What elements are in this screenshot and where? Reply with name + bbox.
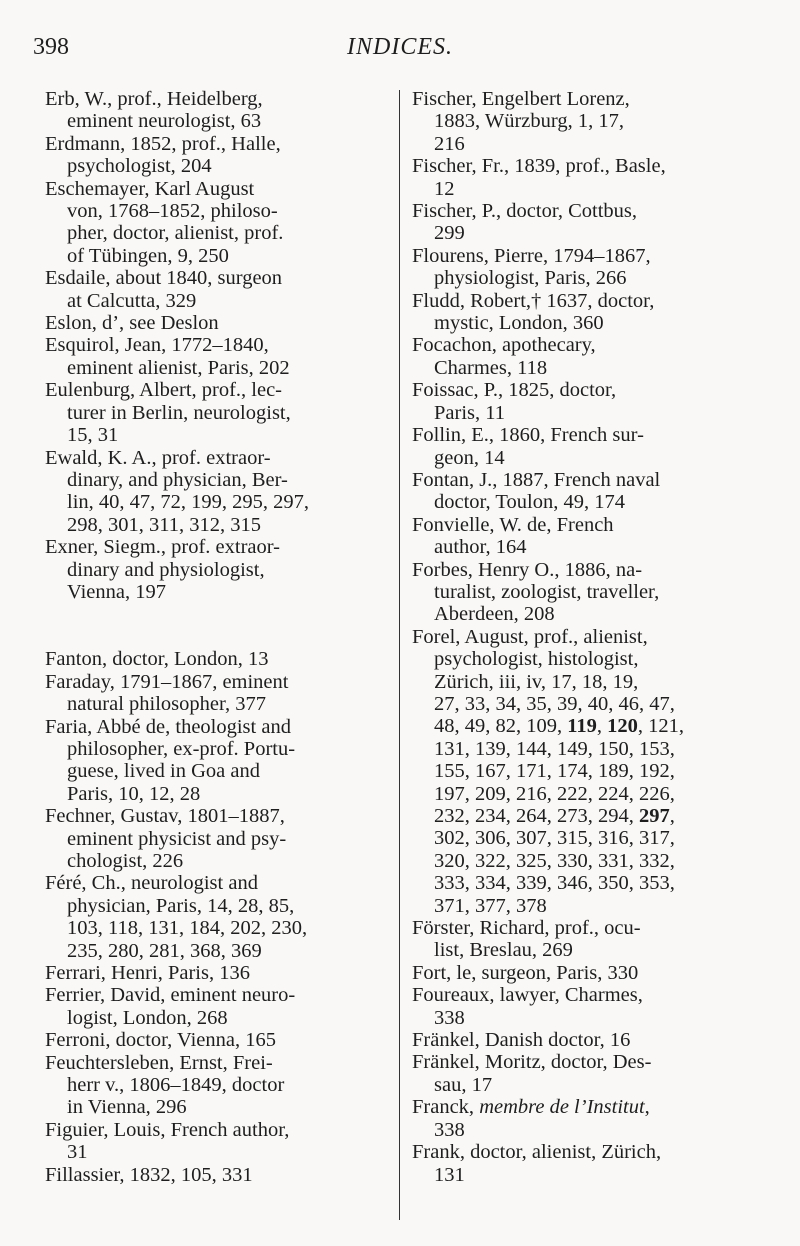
- index-entry-follin: Follin, E., 1860, French sur- geon, 14: [412, 424, 644, 469]
- index-entry-figuier: Figuier, Louis, French author, 31: [45, 1118, 290, 1164]
- page-number: 398: [33, 34, 69, 60]
- index-entry-forbes: Forbes, Henry O., 1886, na- turalist, zoologist, traveller, Aberdeen, 208: [412, 558, 660, 626]
- index-entry-fillassier: Fillassier, 1832, 105, 331: [45, 1163, 253, 1186]
- index-entry-frankel-moritz: Fränkel, Moritz, doctor, Des- sau, 17: [412, 1051, 652, 1096]
- index-entry-erb: Erb, W., prof., Heidelberg, eminent neurologist, 63: [45, 88, 263, 133]
- index-entry-erdmann: Erdmann, 1852, prof., Halle, psychologist, 204: [45, 132, 281, 178]
- index-entry-frank: Frank, doctor, alienist, Zürich, 131: [412, 1141, 662, 1186]
- index-entry-franck: Franck, membre de l’Institut, 338: [412, 1096, 650, 1141]
- index-entry-fonvielle: Fonvielle, W. de, French author, 164: [412, 513, 614, 559]
- index-entry-ferrari: Ferrari, Henri, Paris, 136: [45, 962, 250, 985]
- index-entry-forel: Forel, August, prof., alienist, psychologist, histologist, Zürich, iii, iv, 17, 18, 19, 27, 33, 34, 35, 39, 40, 46, 47, 48, 49, 82, 109, 119, 120, 121, 131, 139, 144, 149, 150, 153, 155, 167, 171, 174, 189, 192, 197, 209, 216, 222, 224, 226, 232, 234, 264, 273, 294, 297, 302, 306, 307, 315, 316, 317, 320, 322, 325, 330, 331, 332, 333, 334, 339, 346, 350, 353, 371, 377, 378: [412, 625, 684, 917]
- index-entry-focachon: Focachon, apothecary, Charmes, 118: [412, 334, 596, 379]
- index-entry-eslon: Eslon, d’, see Deslon: [45, 312, 219, 335]
- index-entry-ferroni: Ferroni, doctor, Vienna, 165: [45, 1029, 276, 1052]
- page-header: [0, 34, 800, 66]
- index-entry-eulenburg: Eulenburg, Albert, prof., lec- turer in Berlin, neurologist, 15, 31: [45, 379, 291, 447]
- index-entry-fere: Féré, Ch., neurologist and physician, Paris, 14, 28, 85, 103, 118, 131, 184, 202, 230, 235, 280, 281, 368, 369: [45, 872, 308, 962]
- index-entry-ewald: Ewald, K. A., prof. extraor- dinary, and physician, Ber- lin, 40, 47, 72, 199, 295, 297, 298, 301, 311, 312, 315: [45, 446, 310, 536]
- index-entry-faria: Faria, Abbé de, theologist and philosopher, ex-prof. Portu- guese, lived in Goa and Paris, 10, 12, 28: [45, 715, 296, 805]
- index-entry-fischer-p: Fischer, P., doctor, Cottbus, 299: [412, 200, 637, 245]
- index-entry-fanton: Fanton, doctor, London, 13: [45, 648, 269, 671]
- index-entry-forster: Förster, Richard, prof., ocu- list, Breslau, 269: [412, 917, 641, 962]
- index-entry-ferrier: Ferrier, David, eminent neuro- logist, London, 268: [45, 984, 296, 1029]
- index-entry-fechner: Fechner, Gustav, 1801–1887, eminent physicist and psy- chologist, 226: [45, 805, 287, 872]
- index-entry-flourens: Flourens, Pierre, 1794–1867, physiologist, Paris, 266: [412, 244, 651, 290]
- index-entry-esquirol: Esquirol, Jean, 1772–1840, eminent alienist, Paris, 202: [45, 334, 290, 379]
- column-divider: [399, 90, 400, 1220]
- index-entry-fischer-fr: Fischer, Fr., 1839, prof., Basle, 12: [412, 155, 666, 200]
- index-entry-fort: Fort, le, surgeon, Paris, 330: [412, 961, 639, 984]
- index-entry-esdaile: Esdaile, about 1840, surgeon at Calcutta, 329: [45, 267, 283, 312]
- index-entry-foureaux: Foureaux, lawyer, Charmes, 338: [412, 984, 643, 1029]
- index-entry-fontan: Fontan, J., 1887, French naval doctor, Toulon, 49, 174: [412, 468, 661, 514]
- section-gap: [45, 603, 375, 648]
- index-entry-fludd: Fludd, Robert,† 1637, doctor, mystic, London, 360: [412, 289, 655, 335]
- index-entry-feuchtersleben: Feuchtersleben, Ernst, Frei- herr v., 1806–1849, doctor in Vienna, 296: [45, 1051, 285, 1119]
- running-title: INDICES.: [347, 34, 453, 60]
- index-entry-frankel-danish: Fränkel, Danish doctor, 16: [412, 1029, 631, 1052]
- index-column-left: [45, 88, 375, 1186]
- index-entry-fischer-engelbert: Fischer, Engelbert Lorenz, 1883, Würzburg, 1, 17, 216: [412, 88, 630, 155]
- index-entry-eschemayer: Eschemayer, Karl August von, 1768–1852, philoso- pher, doctor, alienist, prof. of Tübingen, 9, 250: [45, 177, 284, 267]
- index-entry-faraday: Faraday, 1791–1867, eminent natural philosopher, 377: [45, 670, 289, 716]
- index-entry-exner: Exner, Siegm., prof. extraor- dinary and physiologist, Vienna, 197: [45, 536, 281, 603]
- index-column-right: [412, 88, 742, 1186]
- index-entry-foissac: Foissac, P., 1825, doctor, Paris, 11: [412, 379, 617, 424]
